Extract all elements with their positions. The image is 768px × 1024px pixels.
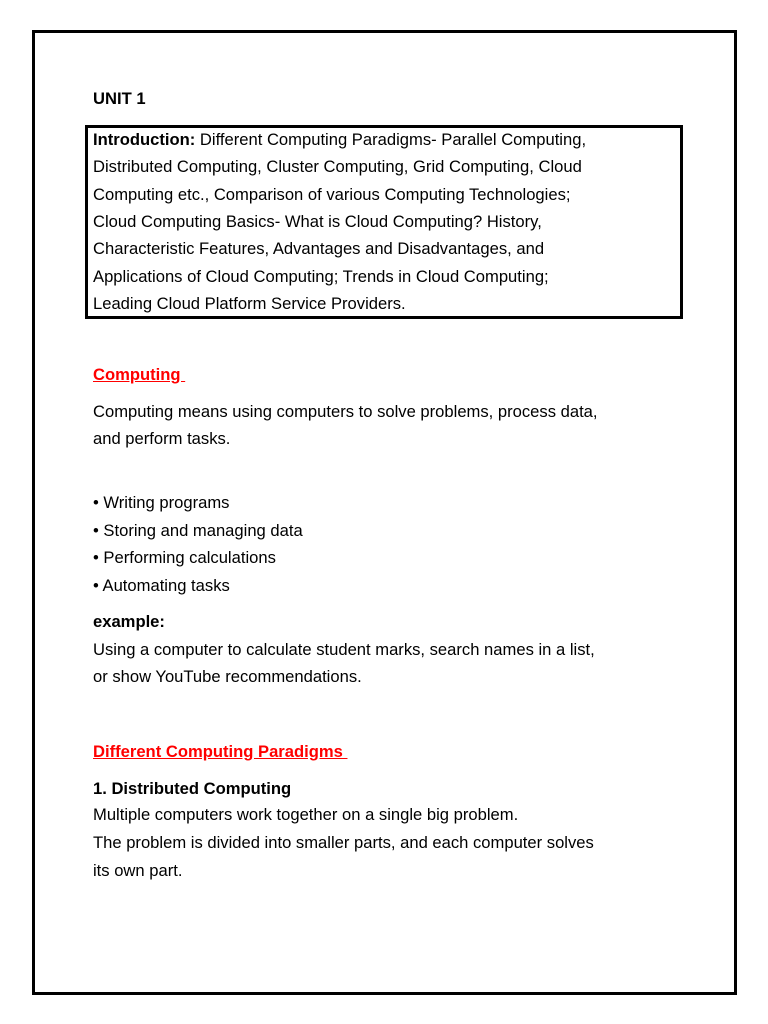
unit-title: UNIT 1 bbox=[93, 89, 146, 108]
paradigm-line: The problem is divided into smaller parts, and each computer solves bbox=[93, 833, 594, 852]
intro-line: Computing etc., Comparison of various Computing Technologies; bbox=[93, 185, 571, 204]
intro-line: Distributed Computing, Cluster Computing, Grid Computing, Cloud bbox=[93, 157, 582, 176]
intro-line: Characteristic Features, Advantages and Disadvantages, and bbox=[93, 239, 545, 258]
intro-line bbox=[93, 129, 586, 151]
paradigm-title: 1. Distributed Computing bbox=[93, 779, 292, 798]
example-label: example: bbox=[93, 612, 165, 631]
paradigm-line: Multiple computers work together on a single big problem. bbox=[93, 805, 519, 824]
example-line: or show YouTube recommendations. bbox=[93, 667, 362, 686]
bullet-item: • Automating tasks bbox=[93, 576, 230, 595]
paradigms-heading: Different Computing Paradigms bbox=[93, 742, 348, 761]
intro-line: Applications of Cloud Computing; Trends in Cloud Computing; bbox=[93, 267, 549, 286]
intro-text: Different Computing Paradigms- Parallel Computing, bbox=[195, 130, 587, 149]
definition-line: Computing means using computers to solve problems, process data, bbox=[93, 402, 598, 421]
example-line: Using a computer to calculate student marks, search names in a list, bbox=[93, 640, 595, 659]
intro-line: Cloud Computing Basics- What is Cloud Computing? History, bbox=[93, 212, 542, 231]
bullet-item: • Writing programs bbox=[93, 493, 230, 512]
computing-heading: Computing bbox=[93, 365, 186, 384]
definition-line: and perform tasks. bbox=[93, 429, 231, 448]
intro-label: Introduction: bbox=[93, 130, 196, 149]
paradigm-line: its own part. bbox=[93, 861, 183, 880]
bullet-item: • Performing calculations bbox=[93, 548, 276, 567]
intro-line: Leading Cloud Platform Service Providers. bbox=[93, 294, 406, 313]
bullet-item: • Storing and managing data bbox=[93, 521, 303, 540]
